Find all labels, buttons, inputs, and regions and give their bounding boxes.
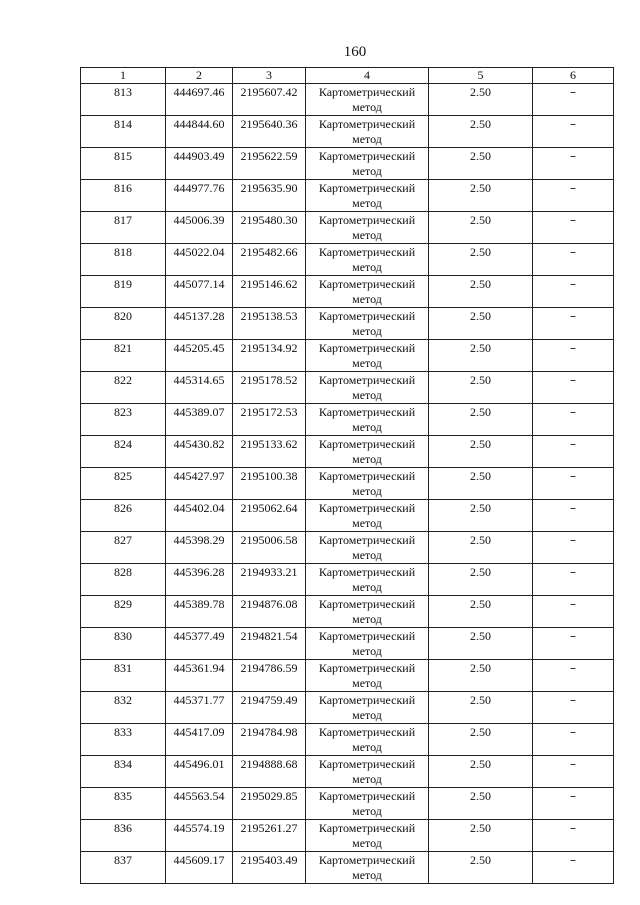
point-number-cell: 828: [81, 564, 166, 596]
point-number-cell: 819: [81, 276, 166, 308]
method-cell: [306, 308, 429, 340]
method-line-1: Картометрический: [318, 149, 416, 163]
point-number-cell: 823: [81, 404, 166, 436]
method-cell: [306, 820, 429, 852]
accuracy-cell: 2.50: [429, 340, 533, 372]
table-row: [81, 212, 614, 244]
accuracy-cell: 2.50: [429, 852, 533, 884]
point-number-cell: 820: [81, 308, 166, 340]
extra-cell: –: [533, 820, 614, 852]
method-cell: [306, 788, 429, 820]
extra-cell: –: [533, 532, 614, 564]
extra-cell: –: [533, 212, 614, 244]
x-coordinate-cell: 445427.97: [166, 468, 233, 500]
extra-cell: –: [533, 756, 614, 788]
extra-cell: –: [533, 244, 614, 276]
table-row: [81, 660, 614, 692]
x-coordinate-cell: 445371.77: [166, 692, 233, 724]
table-row: [81, 628, 614, 660]
point-number-cell: 817: [81, 212, 166, 244]
x-coordinate-cell: 445430.82: [166, 436, 233, 468]
extra-cell: –: [533, 372, 614, 404]
point-number-cell: 832: [81, 692, 166, 724]
accuracy-cell: 2.50: [429, 500, 533, 532]
method-line-1: Картометрический: [318, 501, 416, 515]
x-coordinate-cell: 445205.45: [166, 340, 233, 372]
x-coordinate-cell: 445022.04: [166, 244, 233, 276]
method-line-2: метод: [352, 804, 382, 818]
point-number-cell: 837: [81, 852, 166, 884]
accuracy-cell: 2.50: [429, 468, 533, 500]
extra-cell: –: [533, 340, 614, 372]
accuracy-cell: 2.50: [429, 596, 533, 628]
accuracy-cell: 2.50: [429, 244, 533, 276]
table-row: [81, 532, 614, 564]
extra-cell: –: [533, 692, 614, 724]
header-cell-2: 2: [166, 68, 233, 84]
table-row: [81, 308, 614, 340]
y-coordinate-cell: 2195635.90: [233, 180, 306, 212]
method-cell: [306, 724, 429, 756]
accuracy-cell: 2.50: [429, 436, 533, 468]
table-row: [81, 564, 614, 596]
y-coordinate-cell: 2195172.53: [233, 404, 306, 436]
extra-cell: –: [533, 116, 614, 148]
method-line-1: Картометрический: [318, 213, 416, 227]
method-line-1: Картометрический: [318, 373, 416, 387]
method-cell: [306, 436, 429, 468]
method-cell: [306, 372, 429, 404]
extra-cell: –: [533, 308, 614, 340]
method-cell: [306, 756, 429, 788]
method-line-2: метод: [352, 772, 382, 786]
accuracy-cell: 2.50: [429, 116, 533, 148]
header-cell-3: 3: [233, 68, 306, 84]
method-line-1: Картометрический: [318, 757, 416, 771]
method-line-2: метод: [352, 324, 382, 338]
table-row: [81, 468, 614, 500]
x-coordinate-cell: 445398.29: [166, 532, 233, 564]
accuracy-cell: 2.50: [429, 276, 533, 308]
point-number-cell: 836: [81, 820, 166, 852]
method-cell: [306, 852, 429, 884]
point-number-cell: 821: [81, 340, 166, 372]
x-coordinate-cell: 445496.01: [166, 756, 233, 788]
table-row: [81, 596, 614, 628]
method-line-2: метод: [352, 420, 382, 434]
x-coordinate-cell: 445389.78: [166, 596, 233, 628]
accuracy-cell: 2.50: [429, 564, 533, 596]
table-row: [81, 404, 614, 436]
table-row: [81, 692, 614, 724]
point-number-cell: 835: [81, 788, 166, 820]
table-row: [81, 84, 614, 116]
y-coordinate-cell: 2195100.38: [233, 468, 306, 500]
method-line-1: Картометрический: [318, 693, 416, 707]
method-cell: [306, 532, 429, 564]
y-coordinate-cell: 2194888.68: [233, 756, 306, 788]
method-cell: [306, 116, 429, 148]
table-row: [81, 372, 614, 404]
method-cell: [306, 212, 429, 244]
method-line-1: Картометрический: [318, 85, 416, 99]
accuracy-cell: 2.50: [429, 788, 533, 820]
accuracy-cell: 2.50: [429, 372, 533, 404]
method-line-1: Картометрический: [318, 309, 416, 323]
method-line-2: метод: [352, 132, 382, 146]
method-line-1: Картометрический: [318, 789, 416, 803]
y-coordinate-cell: 2195640.36: [233, 116, 306, 148]
x-coordinate-cell: 445377.49: [166, 628, 233, 660]
accuracy-cell: 2.50: [429, 180, 533, 212]
y-coordinate-cell: 2195006.58: [233, 532, 306, 564]
method-line-2: метод: [352, 868, 382, 882]
table-row: [81, 148, 614, 180]
table-row: [81, 820, 614, 852]
method-cell: [306, 148, 429, 180]
point-number-cell: 814: [81, 116, 166, 148]
point-number-cell: 818: [81, 244, 166, 276]
method-line-2: метод: [352, 196, 382, 210]
x-coordinate-cell: 445389.07: [166, 404, 233, 436]
y-coordinate-cell: 2195178.52: [233, 372, 306, 404]
point-number-cell: 824: [81, 436, 166, 468]
accuracy-cell: 2.50: [429, 404, 533, 436]
point-number-cell: 833: [81, 724, 166, 756]
x-coordinate-cell: 445609.17: [166, 852, 233, 884]
extra-cell: –: [533, 276, 614, 308]
table-row: [81, 788, 614, 820]
accuracy-cell: 2.50: [429, 660, 533, 692]
point-number-cell: 826: [81, 500, 166, 532]
y-coordinate-cell: 2195029.85: [233, 788, 306, 820]
method-line-2: метод: [352, 644, 382, 658]
method-cell: [306, 628, 429, 660]
y-coordinate-cell: 2194933.21: [233, 564, 306, 596]
y-coordinate-cell: 2195062.64: [233, 500, 306, 532]
x-coordinate-cell: 444977.76: [166, 180, 233, 212]
method-line-1: Картометрический: [318, 853, 416, 867]
method-line-2: метод: [352, 580, 382, 594]
method-line-2: метод: [352, 100, 382, 114]
y-coordinate-cell: 2194786.59: [233, 660, 306, 692]
accuracy-cell: 2.50: [429, 212, 533, 244]
x-coordinate-cell: 445006.39: [166, 212, 233, 244]
extra-cell: –: [533, 84, 614, 116]
x-coordinate-cell: 444844.60: [166, 116, 233, 148]
extra-cell: –: [533, 596, 614, 628]
table-row: [81, 116, 614, 148]
method-cell: [306, 180, 429, 212]
y-coordinate-cell: 2194784.98: [233, 724, 306, 756]
table-row: [81, 436, 614, 468]
y-coordinate-cell: 2194876.08: [233, 596, 306, 628]
method-line-2: метод: [352, 292, 382, 306]
method-line-1: Картометрический: [318, 405, 416, 419]
extra-cell: –: [533, 500, 614, 532]
method-line-2: метод: [352, 356, 382, 370]
point-number-cell: 834: [81, 756, 166, 788]
x-coordinate-cell: 445137.28: [166, 308, 233, 340]
x-coordinate-cell: 445361.94: [166, 660, 233, 692]
method-line-1: Картометрический: [318, 533, 416, 547]
accuracy-cell: 2.50: [429, 308, 533, 340]
method-cell: [306, 404, 429, 436]
method-cell: [306, 84, 429, 116]
method-line-2: метод: [352, 484, 382, 498]
accuracy-cell: 2.50: [429, 820, 533, 852]
extra-cell: –: [533, 628, 614, 660]
y-coordinate-cell: 2194821.54: [233, 628, 306, 660]
point-number-cell: 825: [81, 468, 166, 500]
method-cell: [306, 564, 429, 596]
method-line-1: Картометрический: [318, 341, 416, 355]
method-line-2: метод: [352, 452, 382, 466]
table-row: [81, 244, 614, 276]
point-number-cell: 827: [81, 532, 166, 564]
method-line-2: метод: [352, 388, 382, 402]
accuracy-cell: 2.50: [429, 148, 533, 180]
method-cell: [306, 244, 429, 276]
method-line-2: метод: [352, 164, 382, 178]
accuracy-cell: 2.50: [429, 756, 533, 788]
method-line-2: метод: [352, 836, 382, 850]
x-coordinate-cell: 445396.28: [166, 564, 233, 596]
extra-cell: –: [533, 724, 614, 756]
method-line-1: Картометрический: [318, 661, 416, 675]
coordinates-table: [80, 67, 614, 884]
header-row: [81, 68, 614, 84]
method-line-1: Картометрический: [318, 597, 416, 611]
table-row: [81, 500, 614, 532]
method-line-1: Картометрический: [318, 277, 416, 291]
x-coordinate-cell: 444903.49: [166, 148, 233, 180]
point-number-cell: 816: [81, 180, 166, 212]
x-coordinate-cell: 445574.19: [166, 820, 233, 852]
method-cell: [306, 340, 429, 372]
extra-cell: –: [533, 852, 614, 884]
table-row: [81, 340, 614, 372]
accuracy-cell: 2.50: [429, 692, 533, 724]
accuracy-cell: 2.50: [429, 724, 533, 756]
method-line-2: метод: [352, 260, 382, 274]
x-coordinate-cell: 445417.09: [166, 724, 233, 756]
point-number-cell: 822: [81, 372, 166, 404]
header-cell-4: 4: [306, 68, 429, 84]
extra-cell: –: [533, 180, 614, 212]
extra-cell: –: [533, 564, 614, 596]
extra-cell: –: [533, 468, 614, 500]
table-row: [81, 180, 614, 212]
method-line-1: Картометрический: [318, 629, 416, 643]
accuracy-cell: 2.50: [429, 84, 533, 116]
point-number-cell: 813: [81, 84, 166, 116]
method-cell: [306, 468, 429, 500]
table-row: [81, 724, 614, 756]
y-coordinate-cell: 2195261.27: [233, 820, 306, 852]
table-body: [81, 84, 614, 884]
accuracy-cell: 2.50: [429, 532, 533, 564]
table-row: [81, 852, 614, 884]
extra-cell: –: [533, 436, 614, 468]
method-cell: [306, 276, 429, 308]
method-cell: [306, 692, 429, 724]
header-cell-1: 1: [81, 68, 166, 84]
method-line-2: метод: [352, 708, 382, 722]
extra-cell: –: [533, 788, 614, 820]
table-row: [81, 276, 614, 308]
method-cell: [306, 500, 429, 532]
x-coordinate-cell: 445077.14: [166, 276, 233, 308]
y-coordinate-cell: 2195622.59: [233, 148, 306, 180]
accuracy-cell: 2.50: [429, 628, 533, 660]
method-line-1: Картометрический: [318, 437, 416, 451]
table-row: [81, 756, 614, 788]
point-number-cell: 815: [81, 148, 166, 180]
y-coordinate-cell: 2195480.30: [233, 212, 306, 244]
method-line-1: Картометрический: [318, 469, 416, 483]
method-line-2: метод: [352, 740, 382, 754]
method-line-2: метод: [352, 548, 382, 562]
y-coordinate-cell: 2195138.53: [233, 308, 306, 340]
method-line-1: Картометрический: [318, 821, 416, 835]
x-coordinate-cell: 445314.65: [166, 372, 233, 404]
y-coordinate-cell: 2195403.49: [233, 852, 306, 884]
extra-cell: –: [533, 404, 614, 436]
method-line-1: Картометрический: [318, 181, 416, 195]
y-coordinate-cell: 2195146.62: [233, 276, 306, 308]
method-cell: [306, 596, 429, 628]
method-line-2: метод: [352, 612, 382, 626]
point-number-cell: 830: [81, 628, 166, 660]
x-coordinate-cell: 444697.46: [166, 84, 233, 116]
header-cell-5: 5: [429, 68, 533, 84]
x-coordinate-cell: 445402.04: [166, 500, 233, 532]
page-number: 160: [343, 44, 367, 60]
method-line-2: метод: [352, 228, 382, 242]
method-line-1: Картометрический: [318, 117, 416, 131]
y-coordinate-cell: 2195134.92: [233, 340, 306, 372]
method-line-2: метод: [352, 676, 382, 690]
y-coordinate-cell: 2195482.66: [233, 244, 306, 276]
x-coordinate-cell: 445563.54: [166, 788, 233, 820]
method-cell: [306, 660, 429, 692]
table-header: [81, 68, 614, 84]
point-number-cell: 831: [81, 660, 166, 692]
y-coordinate-cell: 2194759.49: [233, 692, 306, 724]
method-line-2: метод: [352, 516, 382, 530]
extra-cell: –: [533, 148, 614, 180]
y-coordinate-cell: 2195133.62: [233, 436, 306, 468]
point-number-cell: 829: [81, 596, 166, 628]
extra-cell: –: [533, 660, 614, 692]
y-coordinate-cell: 2195607.42: [233, 84, 306, 116]
method-line-1: Картометрический: [318, 245, 416, 259]
header-cell-6: 6: [533, 68, 614, 84]
method-line-1: Картометрический: [318, 725, 416, 739]
method-line-1: Картометрический: [318, 565, 416, 579]
